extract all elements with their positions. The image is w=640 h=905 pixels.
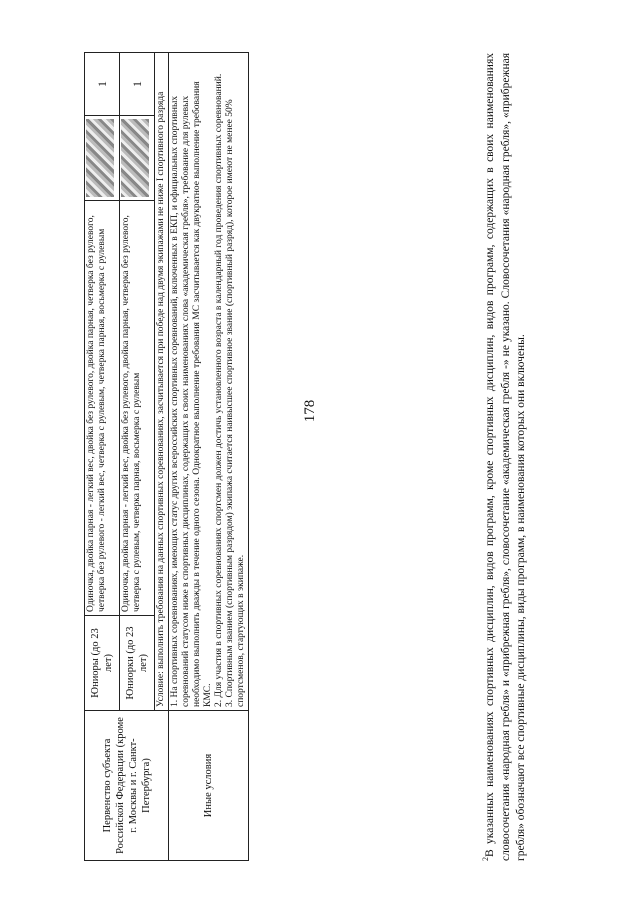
footnote-marker: 2 bbox=[481, 857, 491, 861]
other-condition-item: 3. Спортивным званием (спортивным разрядом) экипажа считается наивысшее спортивное звание (спортивный разряд), которое имеют не менее 50% спортсменов, стартующих в экипаже. bbox=[225, 99, 246, 707]
footnote-text: В указанных наименованиях спортивных дисциплин, видов программ, кроме спортивных дисциплин, видов программ, содержащих в своих наименованиях словосочетания «народная гребля» и «прибрежная гребля», словосочетание «академическая гребля -» не указано. Словосочетания «народная гребля», «прибрежная гребля» обозначают все спортивные дисциплины, виды программ, в наименования которых они включены. bbox=[484, 53, 527, 861]
competition-level-cell: Первенство субъекта Российской Федерации (кроме г. Москвы и г. Санкт-Петербурга) bbox=[85, 711, 169, 861]
condition-cell: Условие: выполнить требования на данных спортивных соревнованиях, засчитывается при победе над двумя экипажами не ниже I спортивного разряда bbox=[155, 53, 169, 711]
footnote bbox=[483, 53, 583, 861]
other-conditions-label: Иные условия bbox=[169, 711, 249, 861]
page-number: 178 bbox=[302, 399, 318, 423]
requirements-table bbox=[84, 53, 294, 861]
table-row bbox=[85, 53, 120, 861]
age-group-cell: Юниоры (до 23 лет) bbox=[85, 616, 120, 711]
disciplines-cell: Одиночка, двойка парная - легкий вес, двойка без рулевого, двойка парная, четверка без рулевого, четверка с рулевым, четверка парная, восьмерка с рулевым bbox=[120, 201, 155, 616]
other-condition-item: 1. На спортивных соревнованиях, имеющих статус других всероссийских спортивных соревнований, включенных в ЕКП, и официальных спортивных соревнований статусом ниже в спортивных дисциплинах, содержащих в своих наименованиях слова «академическая гребля», требование для рулевых необходимо выполнить дважды в течение одного сезона. Однократное выполнение требования МС засчитывается как двукратное выполнение требования КМС. bbox=[170, 81, 213, 707]
other-conditions-cell bbox=[169, 53, 249, 711]
disciplines-cell: Одиночка, двойка парная - легкий вес, двойка без рулевого, двойка парная, четверка без рулевого, четверка без рулевого - легкий вес, четверка с рулевым, четверка парная, восьмерка с рулевым bbox=[85, 201, 120, 616]
scan-artifact bbox=[85, 116, 120, 201]
scan-artifact bbox=[120, 116, 155, 201]
table-row bbox=[169, 53, 249, 861]
count-cell: 1 bbox=[85, 53, 120, 116]
other-condition-item: 2. Для участия в спортивных соревнованиях спортсмен должен достичь установленного возраста в календарный год проведения спортивных соревнований. bbox=[214, 73, 224, 707]
age-group-cell: Юниорки (до 23 лет) bbox=[120, 616, 155, 711]
count-cell: 1 bbox=[120, 53, 155, 116]
